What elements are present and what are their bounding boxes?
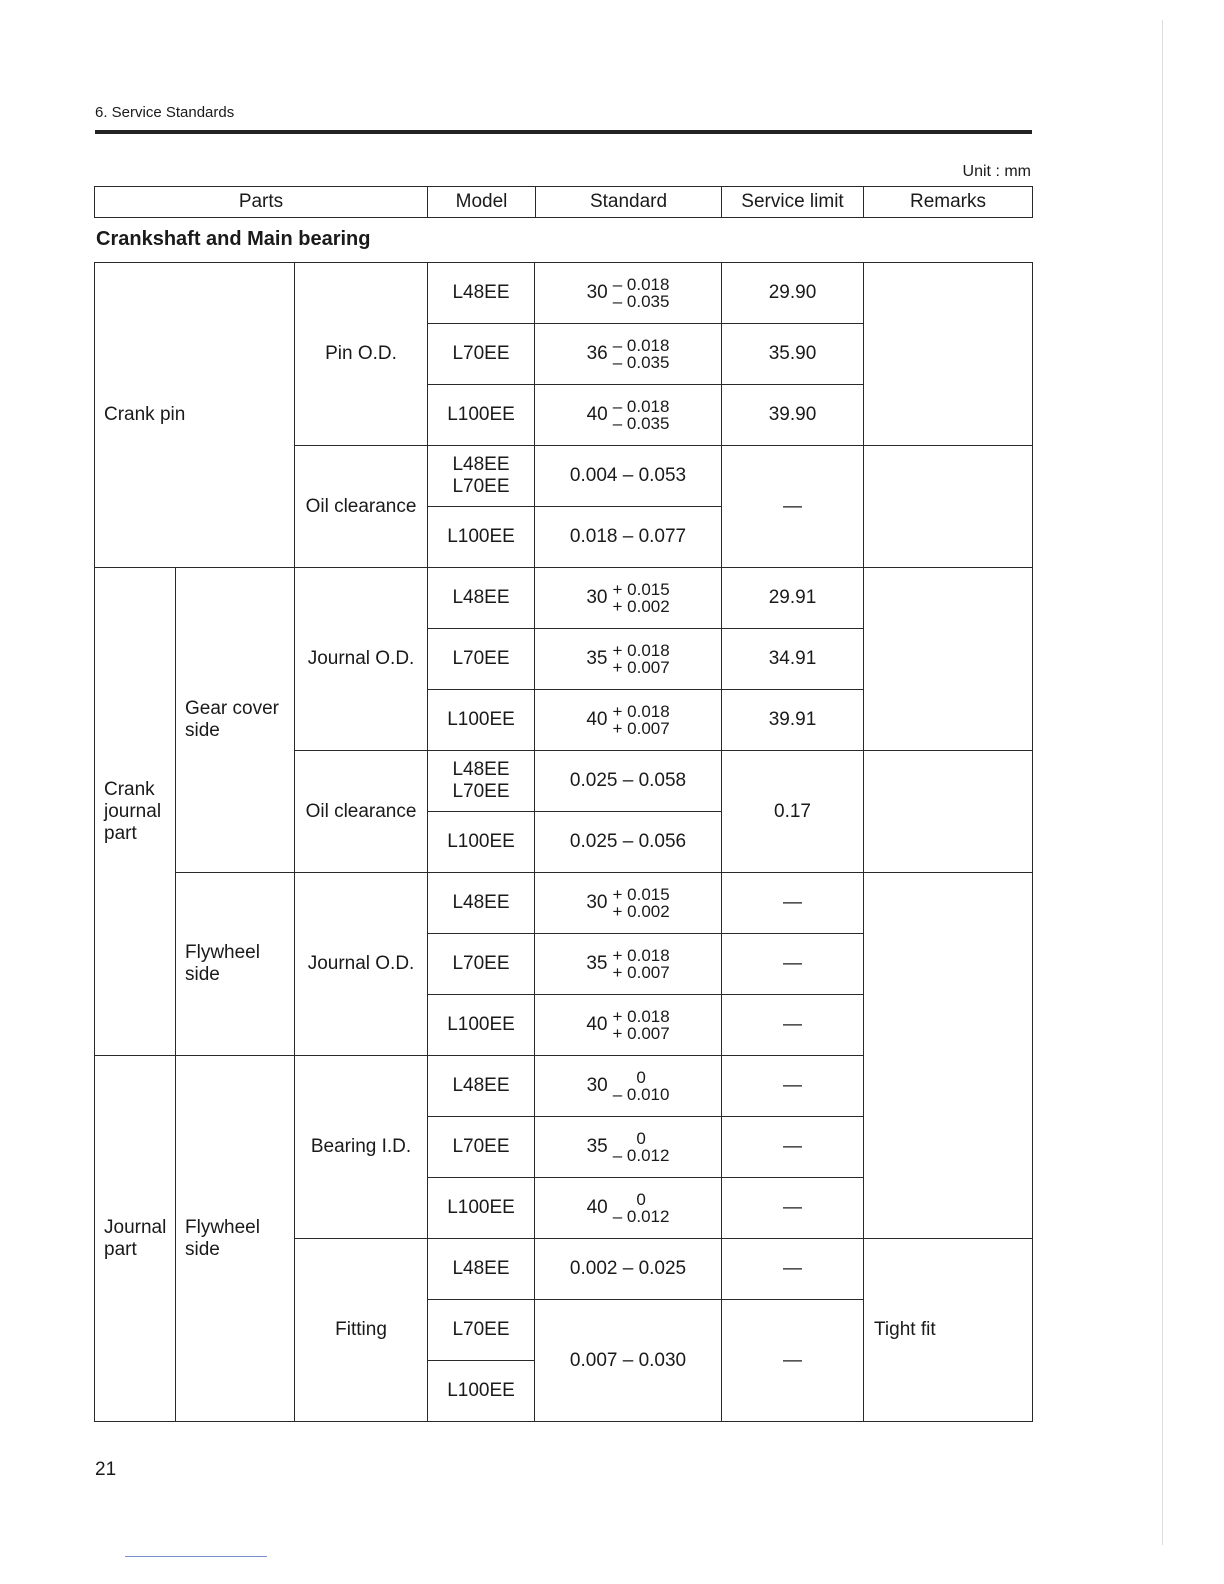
standard-cell: 40 0 – 0.012 [535,1178,722,1239]
item-bearing-id: Bearing I.D. [295,1056,428,1239]
standard-cell: 0.007 – 0.030 [535,1300,722,1422]
column-header-table [94,186,1033,218]
service-limit-cell: 39.90 [722,385,864,446]
remarks-cell [864,751,1033,873]
model-cell: L70EE [428,629,535,690]
table-row [95,568,1033,629]
model-cell: L48EE [428,263,535,324]
table-row [95,873,1033,934]
service-limit-cell: — [722,446,864,568]
page-number: 21 [95,1459,117,1480]
model-cell: L100EE [428,1361,535,1422]
model-cell: L100EE [428,690,535,751]
standard-cell: 35 + 0.018 + 0.007 [535,629,722,690]
footer-divider [125,1556,267,1557]
service-limit-cell: 34.91 [722,629,864,690]
model-cell: L70EE [428,1300,535,1361]
standard-cell: 40 + 0.018 + 0.007 [535,995,722,1056]
group-gear-cover-side: Gear cover side [176,568,295,873]
model-cell: L100EE [428,385,535,446]
standard-cell: 30 + 0.015 + 0.002 [535,568,722,629]
service-limit-cell: — [722,1300,864,1422]
standard-cell: 30 + 0.015 + 0.002 [535,873,722,934]
col-header-remarks: Remarks [864,187,1033,218]
service-limit-cell: 0.17 [722,751,864,873]
remarks-cell [864,568,1033,751]
model-cell: L100EE [428,812,535,873]
table-subtitle: Crankshaft and Main bearing [96,228,371,250]
standard-cell: 40 – 0.018 – 0.035 [535,385,722,446]
model-cell: L48EE L70EE [428,751,535,812]
service-limit-cell: 29.91 [722,568,864,629]
service-limit-cell: 35.90 [722,324,864,385]
standard-cell: 30 0 – 0.010 [535,1056,722,1117]
col-header-service-limit: Service limit [722,187,864,218]
model-cell: L70EE [428,934,535,995]
standard-cell: 35 + 0.018 + 0.007 [535,934,722,995]
remarks-tight-fit: Tight fit [864,1239,1033,1422]
standard-cell: 30 – 0.018 – 0.035 [535,263,722,324]
group-flywheel-side: Flywheel side [176,1056,295,1422]
service-limit-cell: 29.90 [722,263,864,324]
item-oil-clearance: Oil clearance [295,751,428,873]
remarks-cell [864,873,1033,1239]
model-cell: L48EE [428,1239,535,1300]
model-cell: L48EE [428,873,535,934]
standard-cell: 0.025 – 0.056 [535,812,722,873]
standard-cell: 0.004 – 0.053 [535,446,722,507]
col-header-standard: Standard [536,187,722,218]
model-cell: L48EE L70EE [428,446,535,507]
service-limit-cell: — [722,1239,864,1300]
model-cell: L100EE [428,507,535,568]
standard-cell: 0.025 – 0.058 [535,751,722,812]
table-row [95,263,1033,324]
standard-cell: 36 – 0.018 – 0.035 [535,324,722,385]
model-cell: L100EE [428,1178,535,1239]
item-journal-od: Journal O.D. [295,568,428,751]
service-limit-cell: — [722,995,864,1056]
model-cell: L70EE [428,1117,535,1178]
standard-cell: 0.018 – 0.077 [535,507,722,568]
col-header-parts: Parts [95,187,428,218]
col-header-model: Model [428,187,536,218]
group-flywheel-side: Flywheel side [176,873,295,1056]
group-crank-journal: Crank journal part [95,568,176,1056]
item-journal-od: Journal O.D. [295,873,428,1056]
remarks-cell [864,263,1033,446]
model-cell: L100EE [428,995,535,1056]
header-rule [95,130,1032,134]
standard-cell: 40 + 0.018 + 0.007 [535,690,722,751]
unit-label: Unit : mm [962,163,1031,180]
remarks-cell [864,446,1033,568]
group-crank-pin: Crank pin [95,263,295,568]
item-oil-clearance: Oil clearance [295,446,428,568]
group-journal-part: Journal part [95,1056,176,1422]
item-fitting: Fitting [295,1239,428,1422]
standard-cell: 0.002 – 0.025 [535,1239,722,1300]
service-limit-cell: — [722,934,864,995]
model-cell: L48EE [428,568,535,629]
service-standards-table [94,262,1033,1422]
model-cell: L70EE [428,324,535,385]
service-limit-cell: — [722,873,864,934]
margin-divider [1162,20,1163,1545]
model-cell: L48EE [428,1056,535,1117]
service-limit-cell: — [722,1056,864,1117]
service-limit-cell: — [722,1178,864,1239]
standard-cell: 35 0 – 0.012 [535,1117,722,1178]
service-limit-cell: 39.91 [722,690,864,751]
item-pin-od: Pin O.D. [295,263,428,446]
service-limit-cell: — [722,1117,864,1178]
section-header: 6. Service Standards [95,104,235,121]
